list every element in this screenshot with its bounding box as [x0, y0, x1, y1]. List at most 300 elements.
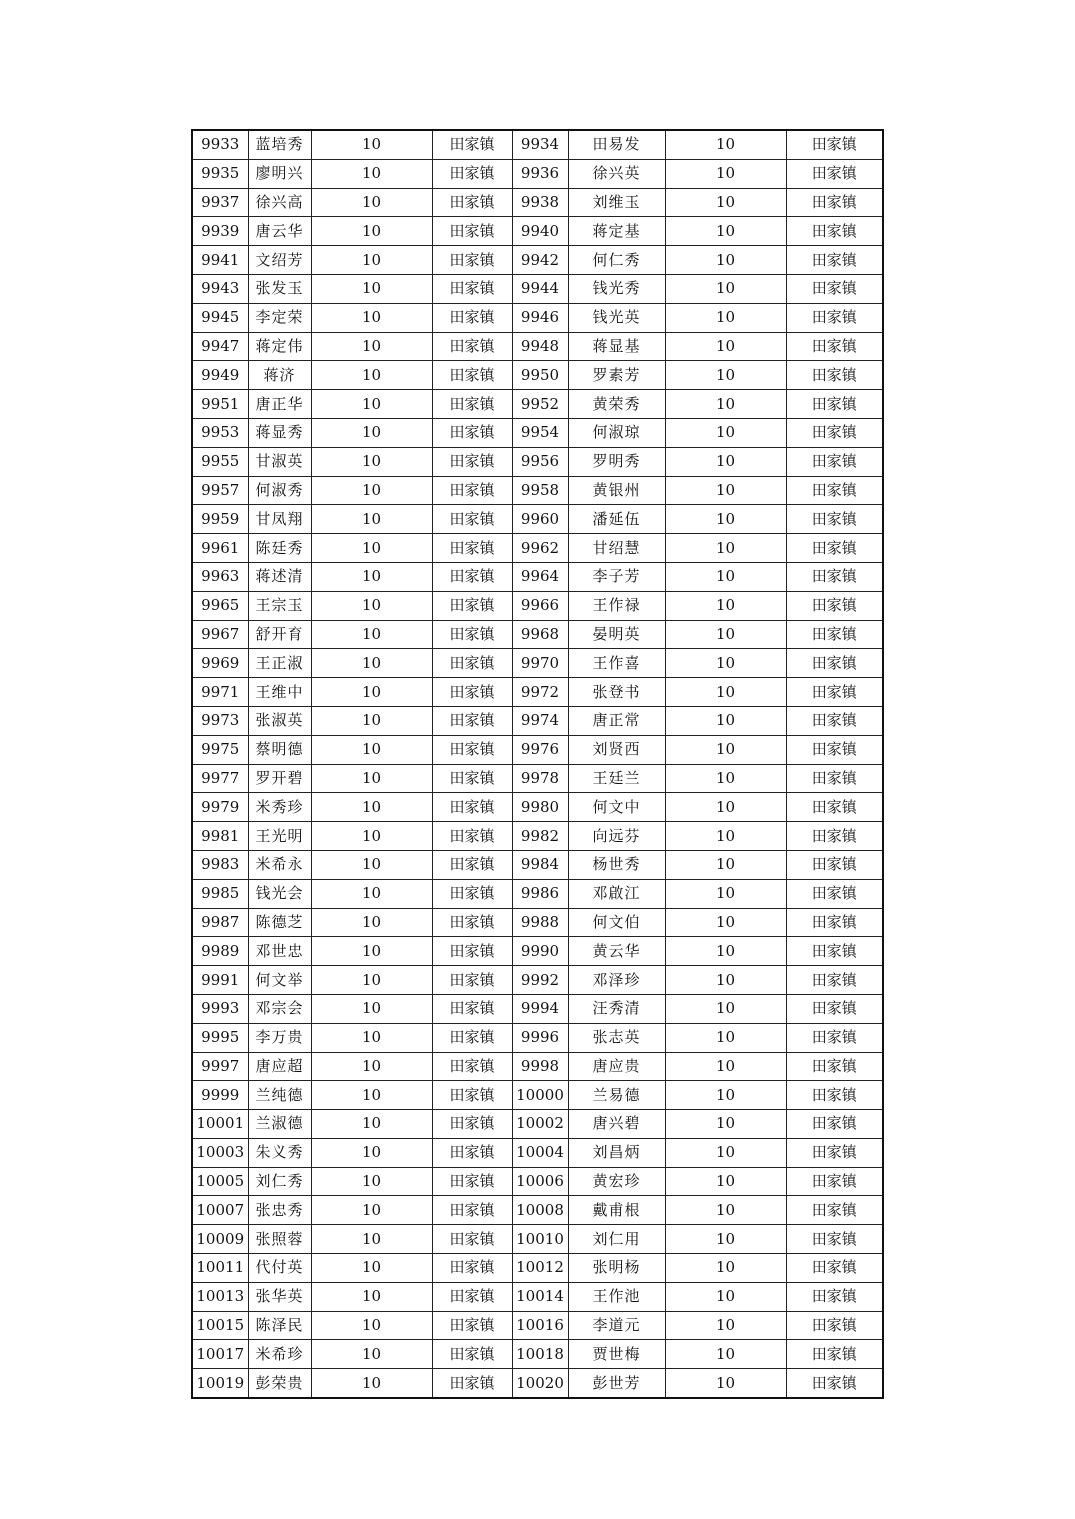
amount-cell: 10 — [665, 879, 786, 908]
amount-cell: 10 — [311, 1196, 432, 1225]
record-number-cell: 9979 — [192, 793, 248, 822]
table-row — [192, 764, 883, 793]
person-name-cell: 刘仁用 — [568, 1225, 665, 1254]
town-name-cell: 田家镇 — [786, 303, 883, 332]
town-name-cell: 田家镇 — [432, 649, 512, 678]
record-number-cell: 9994 — [512, 994, 568, 1023]
person-name-cell: 甘绍慧 — [568, 534, 665, 563]
town-name-cell: 田家镇 — [432, 1052, 512, 1081]
amount-cell: 10 — [311, 908, 432, 937]
person-name-cell: 戴甫根 — [568, 1196, 665, 1225]
amount-cell: 10 — [311, 822, 432, 851]
record-number-cell: 10009 — [192, 1225, 248, 1254]
town-name-cell: 田家镇 — [432, 1340, 512, 1369]
record-number-cell: 9944 — [512, 274, 568, 303]
town-name-cell: 田家镇 — [786, 130, 883, 159]
person-name-cell: 王作池 — [568, 1282, 665, 1311]
amount-cell: 10 — [665, 822, 786, 851]
town-name-cell: 田家镇 — [786, 591, 883, 620]
amount-cell: 10 — [665, 1282, 786, 1311]
roster-table — [191, 129, 884, 1399]
record-number-cell: 9974 — [512, 706, 568, 735]
table-row — [192, 735, 883, 764]
table-row — [192, 476, 883, 505]
record-number-cell: 9978 — [512, 764, 568, 793]
amount-cell: 10 — [665, 1138, 786, 1167]
record-number-cell: 10012 — [512, 1254, 568, 1283]
person-name-cell: 黄云华 — [568, 937, 665, 966]
town-name-cell: 田家镇 — [432, 447, 512, 476]
record-number-cell: 9961 — [192, 534, 248, 563]
town-name-cell: 田家镇 — [432, 332, 512, 361]
town-name-cell: 田家镇 — [786, 534, 883, 563]
town-name-cell: 田家镇 — [432, 678, 512, 707]
town-name-cell: 田家镇 — [432, 1167, 512, 1196]
person-name-cell: 张忠秀 — [248, 1196, 311, 1225]
table-row — [192, 1311, 883, 1340]
record-number-cell: 9980 — [512, 793, 568, 822]
table-row — [192, 332, 883, 361]
amount-cell: 10 — [665, 908, 786, 937]
person-name-cell: 晏明英 — [568, 620, 665, 649]
town-name-cell: 田家镇 — [786, 332, 883, 361]
town-name-cell: 田家镇 — [432, 850, 512, 879]
town-name-cell: 田家镇 — [786, 678, 883, 707]
person-name-cell: 陈泽民 — [248, 1311, 311, 1340]
person-name-cell: 蔡明德 — [248, 735, 311, 764]
town-name-cell: 田家镇 — [432, 159, 512, 188]
record-number-cell: 10007 — [192, 1196, 248, 1225]
record-number-cell: 9947 — [192, 332, 248, 361]
table-row — [192, 217, 883, 246]
record-number-cell: 9988 — [512, 908, 568, 937]
amount-cell: 10 — [665, 649, 786, 678]
record-number-cell: 9952 — [512, 390, 568, 419]
town-name-cell: 田家镇 — [432, 793, 512, 822]
table-row — [192, 1340, 883, 1369]
record-number-cell: 9997 — [192, 1052, 248, 1081]
amount-cell: 10 — [311, 390, 432, 419]
table-row — [192, 390, 883, 419]
record-number-cell: 9975 — [192, 735, 248, 764]
amount-cell: 10 — [311, 1369, 432, 1398]
person-name-cell: 文绍芳 — [248, 246, 311, 275]
amount-cell: 10 — [311, 505, 432, 534]
record-number-cell: 10002 — [512, 1110, 568, 1139]
person-name-cell: 米希永 — [248, 850, 311, 879]
record-number-cell: 9959 — [192, 505, 248, 534]
person-name-cell: 唐应超 — [248, 1052, 311, 1081]
table-row — [192, 562, 883, 591]
person-name-cell: 彭世芳 — [568, 1369, 665, 1398]
person-name-cell: 唐云华 — [248, 217, 311, 246]
amount-cell: 10 — [311, 678, 432, 707]
record-number-cell: 9984 — [512, 850, 568, 879]
table-row — [192, 994, 883, 1023]
record-number-cell: 10011 — [192, 1254, 248, 1283]
person-name-cell: 王作禄 — [568, 591, 665, 620]
town-name-cell: 田家镇 — [432, 562, 512, 591]
record-number-cell: 10014 — [512, 1282, 568, 1311]
record-number-cell: 9950 — [512, 361, 568, 390]
amount-cell: 10 — [665, 1167, 786, 1196]
record-number-cell: 9991 — [192, 966, 248, 995]
town-name-cell: 田家镇 — [786, 505, 883, 534]
table-row — [192, 1138, 883, 1167]
record-number-cell: 9958 — [512, 476, 568, 505]
amount-cell: 10 — [311, 850, 432, 879]
table-row — [192, 649, 883, 678]
person-name-cell: 黄荣秀 — [568, 390, 665, 419]
person-name-cell: 张登书 — [568, 678, 665, 707]
record-number-cell: 9963 — [192, 562, 248, 591]
person-name-cell: 代付英 — [248, 1254, 311, 1283]
record-number-cell: 9987 — [192, 908, 248, 937]
person-name-cell: 徐兴高 — [248, 188, 311, 217]
person-name-cell: 张照蓉 — [248, 1225, 311, 1254]
amount-cell: 10 — [311, 1225, 432, 1254]
amount-cell: 10 — [311, 1138, 432, 1167]
town-name-cell: 田家镇 — [786, 706, 883, 735]
table-row — [192, 303, 883, 332]
person-name-cell: 蒋显基 — [568, 332, 665, 361]
town-name-cell: 田家镇 — [786, 390, 883, 419]
amount-cell: 10 — [311, 879, 432, 908]
town-name-cell: 田家镇 — [786, 1081, 883, 1110]
record-number-cell: 9971 — [192, 678, 248, 707]
record-number-cell: 10000 — [512, 1081, 568, 1110]
table-row — [192, 937, 883, 966]
person-name-cell: 米秀珍 — [248, 793, 311, 822]
record-number-cell: 10008 — [512, 1196, 568, 1225]
person-name-cell: 张淑英 — [248, 706, 311, 735]
person-name-cell: 王廷兰 — [568, 764, 665, 793]
person-name-cell: 李定荣 — [248, 303, 311, 332]
person-name-cell: 王正淑 — [248, 649, 311, 678]
amount-cell: 10 — [665, 1110, 786, 1139]
town-name-cell: 田家镇 — [432, 246, 512, 275]
town-name-cell: 田家镇 — [786, 850, 883, 879]
person-name-cell: 贾世梅 — [568, 1340, 665, 1369]
record-number-cell: 9970 — [512, 649, 568, 678]
table-row — [192, 879, 883, 908]
town-name-cell: 田家镇 — [786, 1167, 883, 1196]
amount-cell: 10 — [311, 1110, 432, 1139]
record-number-cell: 9964 — [512, 562, 568, 591]
town-name-cell: 田家镇 — [786, 1311, 883, 1340]
table-row — [192, 447, 883, 476]
person-name-cell: 李道元 — [568, 1311, 665, 1340]
record-number-cell: 9933 — [192, 130, 248, 159]
record-number-cell: 9982 — [512, 822, 568, 851]
table-row — [192, 1052, 883, 1081]
table-row — [192, 1196, 883, 1225]
record-number-cell: 9957 — [192, 476, 248, 505]
amount-cell: 10 — [665, 390, 786, 419]
record-number-cell: 9939 — [192, 217, 248, 246]
town-name-cell: 田家镇 — [786, 476, 883, 505]
person-name-cell: 何仁秀 — [568, 246, 665, 275]
town-name-cell: 田家镇 — [786, 649, 883, 678]
table-row — [192, 908, 883, 937]
town-name-cell: 田家镇 — [432, 706, 512, 735]
record-number-cell: 9956 — [512, 447, 568, 476]
amount-cell: 10 — [311, 1254, 432, 1283]
table-row — [192, 620, 883, 649]
amount-cell: 10 — [311, 476, 432, 505]
amount-cell: 10 — [311, 418, 432, 447]
record-number-cell: 9996 — [512, 1023, 568, 1052]
amount-cell: 10 — [665, 678, 786, 707]
amount-cell: 10 — [665, 303, 786, 332]
record-number-cell: 9940 — [512, 217, 568, 246]
record-number-cell: 9948 — [512, 332, 568, 361]
town-name-cell: 田家镇 — [786, 274, 883, 303]
amount-cell: 10 — [311, 562, 432, 591]
amount-cell: 10 — [665, 1052, 786, 1081]
amount-cell: 10 — [665, 966, 786, 995]
amount-cell: 10 — [311, 130, 432, 159]
amount-cell: 10 — [311, 159, 432, 188]
amount-cell: 10 — [665, 1023, 786, 1052]
table-row — [192, 418, 883, 447]
amount-cell: 10 — [311, 735, 432, 764]
town-name-cell: 田家镇 — [432, 130, 512, 159]
town-name-cell: 田家镇 — [786, 937, 883, 966]
table-row — [192, 822, 883, 851]
town-name-cell: 田家镇 — [786, 879, 883, 908]
amount-cell: 10 — [665, 246, 786, 275]
person-name-cell: 张发玉 — [248, 274, 311, 303]
table-row — [192, 1023, 883, 1052]
town-name-cell: 田家镇 — [432, 1282, 512, 1311]
person-name-cell: 邓世忠 — [248, 937, 311, 966]
record-number-cell: 9955 — [192, 447, 248, 476]
person-name-cell: 张明杨 — [568, 1254, 665, 1283]
record-number-cell: 9985 — [192, 879, 248, 908]
person-name-cell: 刘仁秀 — [248, 1167, 311, 1196]
person-name-cell: 何文中 — [568, 793, 665, 822]
town-name-cell: 田家镇 — [432, 361, 512, 390]
town-name-cell: 田家镇 — [786, 447, 883, 476]
table-row — [192, 966, 883, 995]
person-name-cell: 何淑秀 — [248, 476, 311, 505]
table-row — [192, 850, 883, 879]
record-number-cell: 9976 — [512, 735, 568, 764]
table-row — [192, 1167, 883, 1196]
record-number-cell: 9965 — [192, 591, 248, 620]
person-name-cell: 唐兴碧 — [568, 1110, 665, 1139]
person-name-cell: 王宗玉 — [248, 591, 311, 620]
town-name-cell: 田家镇 — [432, 476, 512, 505]
table-row — [192, 1369, 883, 1398]
town-name-cell: 田家镇 — [786, 793, 883, 822]
person-name-cell: 李子芳 — [568, 562, 665, 591]
amount-cell: 10 — [311, 1081, 432, 1110]
town-name-cell: 田家镇 — [432, 1311, 512, 1340]
amount-cell: 10 — [665, 620, 786, 649]
town-name-cell: 田家镇 — [432, 908, 512, 937]
town-name-cell: 田家镇 — [432, 505, 512, 534]
person-name-cell: 张志英 — [568, 1023, 665, 1052]
amount-cell: 10 — [311, 764, 432, 793]
town-name-cell: 田家镇 — [432, 822, 512, 851]
person-name-cell: 甘淑英 — [248, 447, 311, 476]
amount-cell: 10 — [311, 706, 432, 735]
town-name-cell: 田家镇 — [786, 217, 883, 246]
person-name-cell: 向远芬 — [568, 822, 665, 851]
town-name-cell: 田家镇 — [432, 1196, 512, 1225]
town-name-cell: 田家镇 — [786, 418, 883, 447]
town-name-cell: 田家镇 — [432, 1138, 512, 1167]
amount-cell: 10 — [665, 188, 786, 217]
record-number-cell: 10005 — [192, 1167, 248, 1196]
person-name-cell: 王光明 — [248, 822, 311, 851]
person-name-cell: 钱光英 — [568, 303, 665, 332]
town-name-cell: 田家镇 — [432, 966, 512, 995]
amount-cell: 10 — [665, 447, 786, 476]
town-name-cell: 田家镇 — [432, 274, 512, 303]
table-row — [192, 246, 883, 275]
amount-cell: 10 — [665, 217, 786, 246]
record-number-cell: 9992 — [512, 966, 568, 995]
person-name-cell: 刘贤西 — [568, 735, 665, 764]
amount-cell: 10 — [311, 793, 432, 822]
record-number-cell: 10003 — [192, 1138, 248, 1167]
amount-cell: 10 — [311, 447, 432, 476]
amount-cell: 10 — [665, 850, 786, 879]
amount-cell: 10 — [311, 1340, 432, 1369]
record-number-cell: 9941 — [192, 246, 248, 275]
person-name-cell: 蒋定基 — [568, 217, 665, 246]
town-name-cell: 田家镇 — [432, 620, 512, 649]
town-name-cell: 田家镇 — [786, 994, 883, 1023]
person-name-cell: 何文举 — [248, 966, 311, 995]
amount-cell: 10 — [311, 966, 432, 995]
table-row — [192, 505, 883, 534]
record-number-cell: 10018 — [512, 1340, 568, 1369]
amount-cell: 10 — [665, 1311, 786, 1340]
record-number-cell: 9989 — [192, 937, 248, 966]
record-number-cell: 9995 — [192, 1023, 248, 1052]
town-name-cell: 田家镇 — [432, 1081, 512, 1110]
amount-cell: 10 — [311, 994, 432, 1023]
town-name-cell: 田家镇 — [432, 735, 512, 764]
town-name-cell: 田家镇 — [786, 735, 883, 764]
record-number-cell: 10019 — [192, 1369, 248, 1398]
table-row — [192, 793, 883, 822]
record-number-cell: 10004 — [512, 1138, 568, 1167]
town-name-cell: 田家镇 — [786, 246, 883, 275]
amount-cell: 10 — [665, 332, 786, 361]
record-number-cell: 10010 — [512, 1225, 568, 1254]
person-name-cell: 何淑琼 — [568, 418, 665, 447]
town-name-cell: 田家镇 — [432, 764, 512, 793]
person-name-cell: 何文伯 — [568, 908, 665, 937]
person-name-cell: 甘凤翔 — [248, 505, 311, 534]
amount-cell: 10 — [665, 1254, 786, 1283]
amount-cell: 10 — [311, 217, 432, 246]
person-name-cell: 罗素芳 — [568, 361, 665, 390]
record-number-cell: 9967 — [192, 620, 248, 649]
table-row — [192, 188, 883, 217]
town-name-cell: 田家镇 — [432, 1110, 512, 1139]
person-name-cell: 邓泽珍 — [568, 966, 665, 995]
table-row — [192, 534, 883, 563]
person-name-cell: 朱义秀 — [248, 1138, 311, 1167]
amount-cell: 10 — [665, 793, 786, 822]
amount-cell: 10 — [665, 994, 786, 1023]
table-row — [192, 1282, 883, 1311]
person-name-cell: 潘延伍 — [568, 505, 665, 534]
record-number-cell: 9968 — [512, 620, 568, 649]
amount-cell: 10 — [665, 274, 786, 303]
table-row — [192, 130, 883, 159]
amount-cell: 10 — [311, 1052, 432, 1081]
amount-cell: 10 — [665, 130, 786, 159]
town-name-cell: 田家镇 — [786, 1196, 883, 1225]
record-number-cell: 9946 — [512, 303, 568, 332]
record-number-cell: 9934 — [512, 130, 568, 159]
record-number-cell: 9942 — [512, 246, 568, 275]
town-name-cell: 田家镇 — [786, 1254, 883, 1283]
record-number-cell: 9977 — [192, 764, 248, 793]
record-number-cell: 9936 — [512, 159, 568, 188]
amount-cell: 10 — [311, 937, 432, 966]
record-number-cell: 10006 — [512, 1167, 568, 1196]
town-name-cell: 田家镇 — [432, 937, 512, 966]
town-name-cell: 田家镇 — [432, 418, 512, 447]
person-name-cell: 唐应贵 — [568, 1052, 665, 1081]
person-name-cell: 徐兴英 — [568, 159, 665, 188]
record-number-cell: 9966 — [512, 591, 568, 620]
amount-cell: 10 — [665, 706, 786, 735]
amount-cell: 10 — [665, 735, 786, 764]
town-name-cell: 田家镇 — [786, 1110, 883, 1139]
record-number-cell: 10013 — [192, 1282, 248, 1311]
amount-cell: 10 — [311, 1023, 432, 1052]
town-name-cell: 田家镇 — [432, 303, 512, 332]
town-name-cell: 田家镇 — [786, 562, 883, 591]
amount-cell: 10 — [665, 1081, 786, 1110]
record-number-cell: 9999 — [192, 1081, 248, 1110]
record-number-cell: 9981 — [192, 822, 248, 851]
town-name-cell: 田家镇 — [786, 1282, 883, 1311]
table-row — [192, 1110, 883, 1139]
person-name-cell: 刘维玉 — [568, 188, 665, 217]
town-name-cell: 田家镇 — [786, 188, 883, 217]
town-name-cell: 田家镇 — [432, 1369, 512, 1398]
amount-cell: 10 — [311, 188, 432, 217]
record-number-cell: 9993 — [192, 994, 248, 1023]
amount-cell: 10 — [311, 332, 432, 361]
person-name-cell: 王维中 — [248, 678, 311, 707]
table-row — [192, 1254, 883, 1283]
town-name-cell: 田家镇 — [432, 994, 512, 1023]
person-name-cell: 罗开碧 — [248, 764, 311, 793]
record-number-cell: 9983 — [192, 850, 248, 879]
town-name-cell: 田家镇 — [432, 1225, 512, 1254]
record-number-cell: 9937 — [192, 188, 248, 217]
record-number-cell: 9951 — [192, 390, 248, 419]
person-name-cell: 黄宏珍 — [568, 1167, 665, 1196]
town-name-cell: 田家镇 — [786, 1052, 883, 1081]
amount-cell: 10 — [665, 562, 786, 591]
person-name-cell: 蒋济 — [248, 361, 311, 390]
amount-cell: 10 — [311, 1282, 432, 1311]
person-name-cell: 陈德芝 — [248, 908, 311, 937]
amount-cell: 10 — [665, 591, 786, 620]
